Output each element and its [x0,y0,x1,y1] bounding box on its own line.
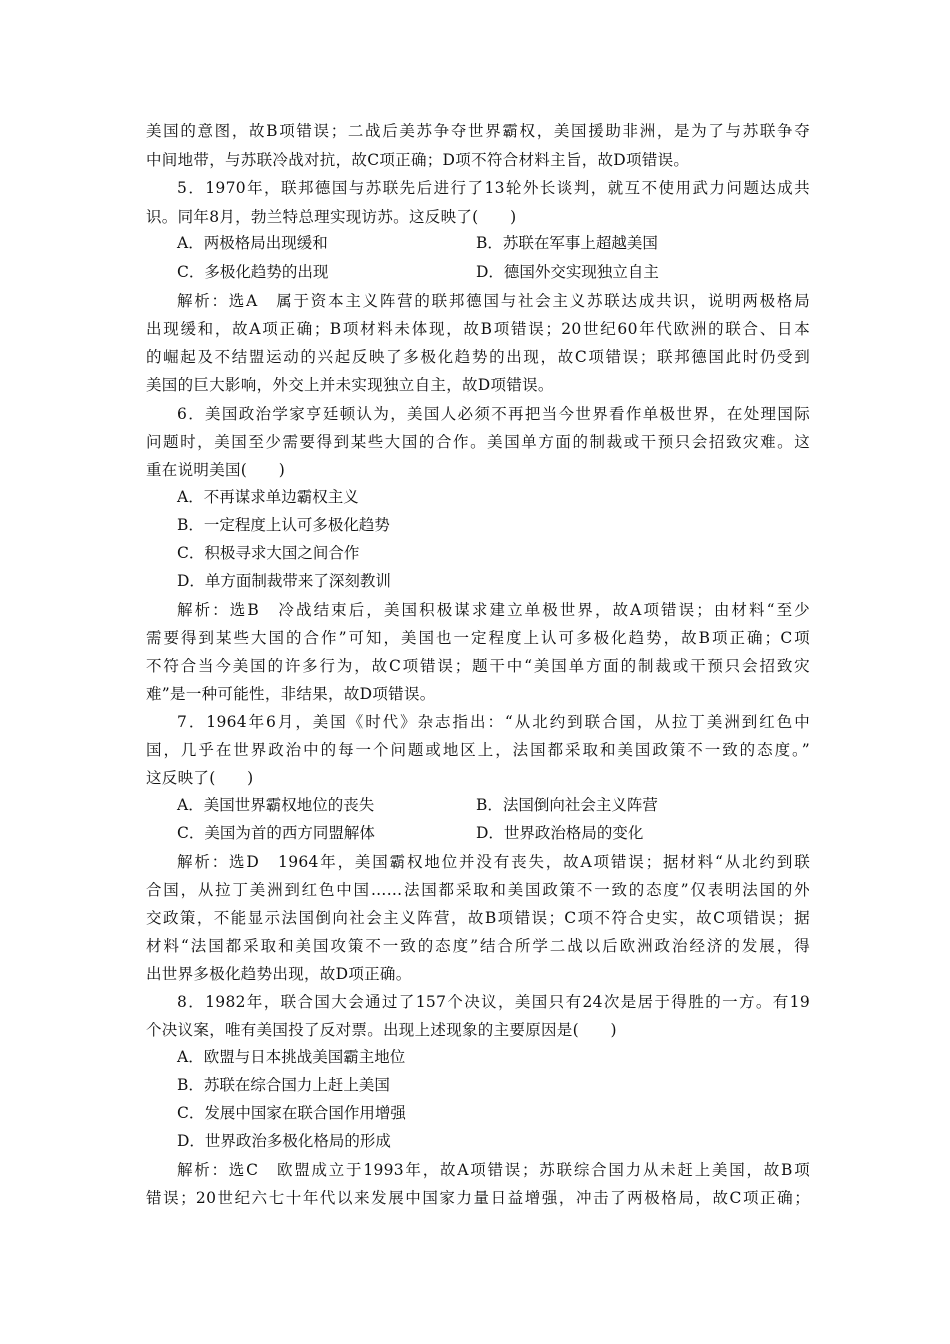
option-b: B．一定程度上认可多极化趋势 [177,516,390,534]
option-b: B．苏联在军事上超越美国 [476,234,658,252]
question-7-stem: 7．1964年6月，美国《时代》杂志指出：“从北约到联合国，从拉丁美洲到红色中 [177,713,810,731]
text-line: 合国，从拉丁美洲到红色中国……法国都采取和美国政策不一致的态度”仅表明法国的外 [146,881,810,899]
text-line: 个决议案，唯有美国投了反对票。出现上述现象的主要原因是( ) [146,1021,617,1039]
option-d: D．单方面制裁带来了深刻教训 [177,572,391,590]
text-line: 不符合当今美国的许多行为，故C项错误；题干中“美国单方面的制裁或干预只会招致灾 [146,657,810,675]
text-line: 中间地带，与苏联冷战对抗，故C项正确；D项不符合材料主旨，故D项错误。 [146,151,690,169]
option-d: D．世界政治格局的变化 [476,824,644,842]
question-5-stem: 5．1970年，联邦德国与苏联先后进行了13轮外长谈判，就互不使用武力问题达成共 [177,179,810,197]
analysis-5: 解析：选A 属于资本主义阵营的联邦德国与社会主义苏联达成共识，说明两极格局 [177,292,810,310]
text-line: 这反映了( ) [146,769,254,787]
option-a: A．两极格局出现缓和 [177,234,328,252]
option-a: A．美国世界霸权地位的丧失 [177,796,375,814]
option-d: D．世界政治多极化格局的形成 [177,1132,391,1150]
text-line: 重在说明美国( ) [146,461,286,479]
option-c: C．美国为首的西方同盟解体 [177,824,375,842]
text-line: 国，几乎在世界政治中的每一个问题或地区上，法国都采取和美国政策不一致的态度。” [146,741,810,759]
option-a: A．不再谋求单边霸权主义 [177,488,359,506]
option-c: C．多极化趋势的出现 [177,263,329,281]
text-line: 出现缓和，故A项正确；B项材料未体现，故B项错误；20世纪60年代欧洲的联合、日本 [146,320,810,338]
option-a: A．欧盟与日本挑战美国霸主地位 [177,1048,406,1066]
question-8-stem: 8．1982年，联合国大会通过了157个决议，美国只有24次是居于得胜的一方。有19 [177,993,810,1011]
option-d: D．德国外交实现独立自主 [476,263,659,281]
text-line: 错误；20世纪六七十年代以来发展中国家力量日益增强，冲击了两极格局，故C项正确； [146,1189,810,1207]
text-line: 美国的巨大影响，外交上并未实现独立自主，故D项错误。 [146,376,554,394]
text-line: 识。同年8月，勃兰特总理实现访苏。这反映了( ) [146,208,517,226]
option-c: C．发展中国家在联合国作用增强 [177,1104,406,1122]
option-b: B．苏联在综合国力上赶上美国 [177,1076,390,1094]
text-line: 问题时，美国至少需要得到某些大国的合作。美国单方面的制裁或干预只会招致灾难。这 [146,433,810,451]
analysis-7: 解析：选D 1964年，美国霸权地位并没有丧失，故A项错误；据材料“从北约到联 [177,853,810,871]
text-line: 需要得到某些大国的合作”可知，美国也一定程度上认可多极化趋势，故B项正确；C项 [146,629,810,647]
text-line: 的崛起及不结盟运动的兴起反映了多极化趋势的出现，故C项错误；联邦德国此时仍受到 [146,348,810,366]
text-line: 交政策，不能显示法国倒向社会主义阵营，故B项错误；C项不符合史实，故C项错误；据 [146,909,810,927]
text-line: 出世界多极化趋势出现，故D项正确。 [146,965,412,983]
option-b: B．法国倒向社会主义阵营 [476,796,658,814]
option-c: C．积极寻求大国之间合作 [177,544,360,562]
question-6-stem: 6．美国政治学家亨廷顿认为，美国人必须不再把当今世界看作单极世界，在处理国际 [177,405,810,423]
analysis-8: 解析：选C 欧盟成立于1993年，故A项错误；苏联综合国力从未赶上美国，故B项 [177,1161,810,1179]
text-line: 难”是一种可能性，非结果，故D项错误。 [146,685,436,703]
text-line: 美国的意图，故B项错误；二战后美苏争夺世界霸权，美国援助非洲，是为了与苏联争夺 [146,122,810,140]
analysis-6: 解析：选B 冷战结束后，美国积极谋求建立单极世界，故A项错误；由材料“至少 [177,601,810,619]
text-line: 材料“法国都采取和美国攻策不一致的态度”结合所学二战以后欧洲政治经济的发展，得 [146,937,810,955]
